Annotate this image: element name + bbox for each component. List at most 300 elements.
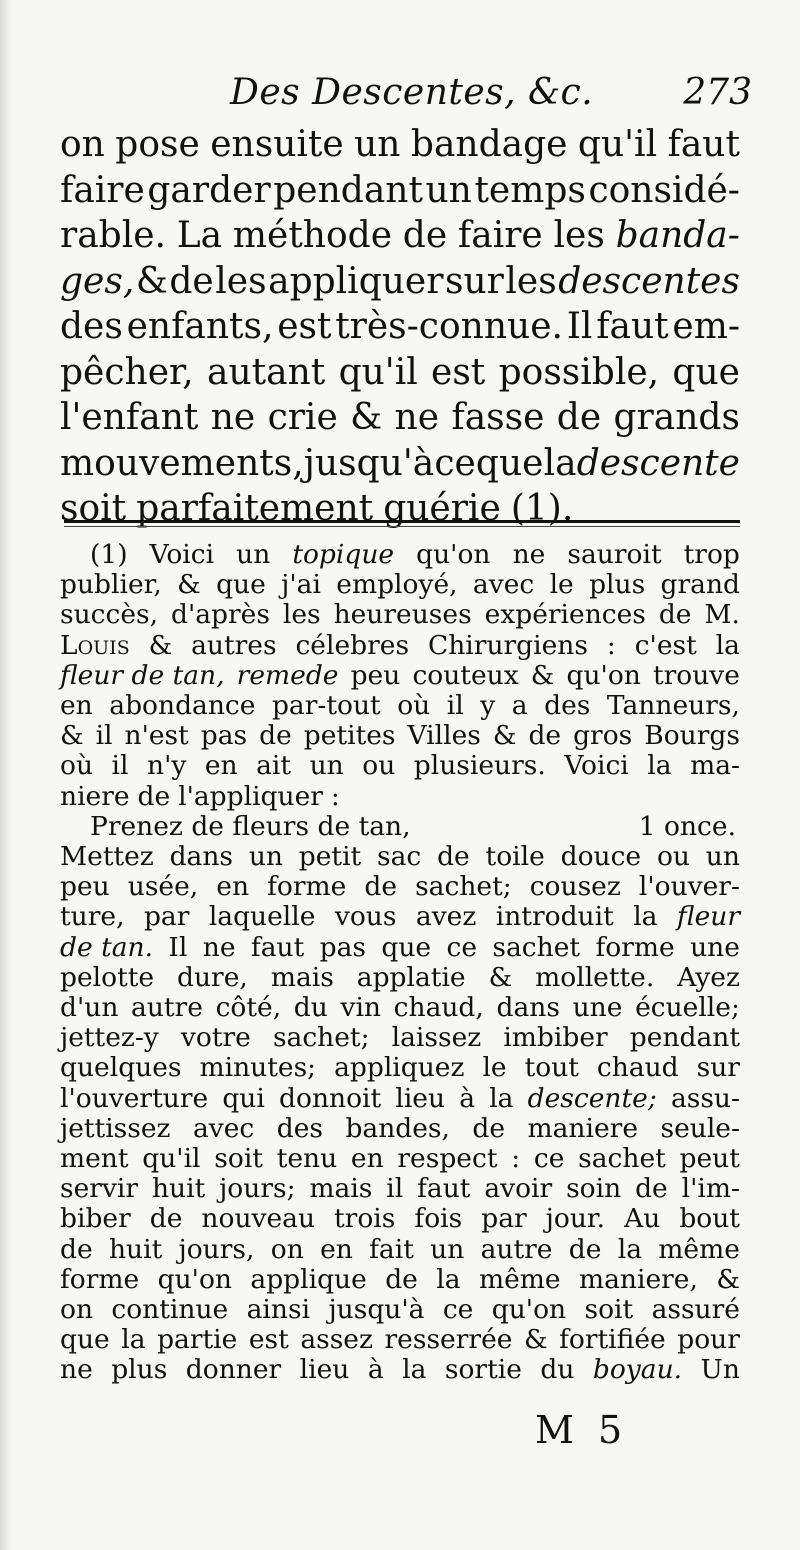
word: succès, [60,599,159,631]
word: en [216,871,250,903]
word: de [149,1203,183,1235]
word: écuelle; [635,992,740,1024]
word: la [617,1233,642,1265]
word: crie [267,397,338,438]
word: & [148,629,173,661]
word: ce [434,442,476,484]
word: bandes, [345,1112,450,1144]
footnote-line [60,1144,740,1174]
word: il [111,750,129,782]
word: faut [667,124,740,165]
word: lieu [299,1354,350,1386]
word: d'après [170,599,270,631]
word: avez [415,901,477,933]
word: applique [250,1263,367,1295]
word: de [568,1233,602,1265]
word: temps [474,169,586,211]
word: fait [369,1233,414,1265]
word: forme [595,931,675,963]
word: ne [202,931,236,963]
running-title: Des Descentes, &c. [230,72,594,113]
page-header [230,72,752,122]
word: on [60,1294,94,1326]
word: que [60,1324,110,1356]
word: y [480,690,496,722]
word: plus [589,569,646,601]
footnote-line [60,842,740,872]
word: introduit [495,901,614,933]
word: d'un [60,992,119,1024]
signature-mark: M 5 [535,1408,629,1452]
word: ne [210,397,256,438]
word: j'ai [281,569,321,601]
word: ce [533,1143,565,1175]
word: tout [524,1052,579,1084]
footnote-line [60,600,740,630]
word: où [60,750,94,782]
word: une [572,992,623,1024]
word: ce [442,1294,474,1326]
word: soit [584,1294,634,1326]
word: dans [496,992,560,1024]
word: garder [147,169,271,211]
footnote-line [60,993,740,1023]
word: très-connue. [335,306,563,347]
word: est [248,1324,289,1356]
word: a [511,690,528,722]
word: assuré [651,1294,740,1326]
word: mollette. [535,961,655,993]
footnote [60,540,740,1386]
word: biber [60,1203,131,1235]
word: de tan. [60,931,154,963]
word: il [386,1173,404,1205]
word: un [309,750,344,782]
word: nouveau [201,1203,316,1235]
footnote-line [60,540,740,570]
word: trois [334,1203,396,1235]
word: Il [566,306,593,347]
word: assu- [670,1082,740,1114]
word: qu'on [566,659,641,691]
word: sachet; [272,1022,370,1054]
word: peut [679,1143,740,1175]
word: couteux [412,659,519,691]
footnote-line [60,1174,740,1204]
word: chaud [596,1052,679,1084]
word: en [60,690,93,722]
word: qu'il [577,124,658,165]
word: appliquez [334,1052,465,1084]
page-gutter-shadow [0,0,12,1550]
word: de [364,871,398,903]
word: grands [613,397,740,438]
word: & [716,1263,740,1295]
word: soit [214,1143,263,1175]
word: forme [60,1263,140,1295]
word: possible, [498,351,660,393]
word: & [488,961,513,993]
word: (1). [510,488,574,529]
word: sachet [492,931,581,963]
word: par-tout [271,690,381,722]
word: cousez [529,871,621,903]
footnote-line [60,963,740,993]
word: même [658,1233,740,1265]
word: l'appliquer [178,780,323,812]
word: l'im- [681,1173,740,1205]
word: des [60,306,123,347]
word: & [492,720,517,752]
footnote-line [60,1235,740,1265]
word: employé, [336,569,458,601]
word: Bourgs [644,720,740,752]
footnote-line [60,1023,740,1053]
word: sachet; [415,871,512,903]
word: respect [397,1143,498,1175]
word: partie [157,1324,238,1356]
word: l'enfant [60,397,199,438]
word: la [436,1263,461,1295]
word: sortie [444,1354,522,1386]
word: descentes [558,260,740,302]
footnote-line [60,872,740,902]
word: trop [683,539,740,570]
footnote-line [60,1084,740,1114]
word: fleur de tan, [60,659,225,691]
word: Villes [407,720,481,752]
footnote-rule [64,520,740,527]
word: un [430,1233,465,1265]
word: continue [111,1294,229,1326]
word: sac [377,841,422,873]
word: l'ouverture [60,1082,209,1114]
word: jours, [178,1233,255,1265]
word: peu [350,659,401,691]
word: Chirurgiens [427,629,588,661]
word: pendant [273,169,423,211]
word: & [60,720,84,752]
word: de [437,841,470,873]
word: Il [168,931,188,963]
word: mais [270,961,334,993]
word: ce [446,931,478,963]
word: pose [115,124,200,165]
word: du [293,992,328,1024]
word: en [320,1233,353,1265]
word: ou [362,750,396,782]
footnote-line [60,751,740,781]
word: la [489,1082,514,1114]
word: une [690,931,740,963]
body-text-line [60,122,740,168]
word: plus [111,1354,168,1386]
word: n'est [124,720,189,752]
footnote-line [60,691,740,721]
word: (1) [90,539,128,570]
word: un [354,124,401,165]
word: Au [624,1203,661,1235]
word: descente; [527,1082,657,1114]
word: remede [236,659,339,691]
word: ainsi [246,1294,311,1326]
word: de [402,215,448,256]
word: fleur [676,901,740,933]
recipe-line [60,812,740,842]
word: imbiber [503,1022,608,1054]
word: faire [60,169,145,211]
word: pas [319,931,366,963]
recipe-label: Prenez de fleurs de tan, [90,810,411,842]
footnote-line [60,721,740,751]
word: dans [169,841,234,873]
word: du [540,1354,575,1386]
word: : [330,780,340,812]
word: parfaitement [136,488,374,529]
word: quelques [60,1052,182,1084]
word: Un [700,1354,740,1386]
word: minutes; [199,1052,317,1084]
word: topique [292,539,395,570]
footnote-line [60,933,740,963]
word: qu'il [338,351,418,393]
body-text-line [60,168,740,214]
word: Mettez [60,841,154,873]
word: publier, [60,569,162,601]
word: pas [200,720,248,752]
word: bandage [410,124,568,165]
word: maniere [527,1112,639,1144]
word: autant [207,351,326,393]
word: que [381,931,432,963]
word: & [530,659,555,691]
word: la [121,1324,146,1356]
word: en [204,750,238,782]
word: ne [60,1354,93,1386]
word: Voici [564,750,629,782]
word: il [446,690,464,722]
word: considé- [588,169,740,211]
word: donnoit [279,1082,382,1114]
word: ment [60,1143,129,1175]
word: laquelle [208,901,316,933]
footnote-line [60,570,740,600]
word: applatie [356,961,466,993]
word: la [633,901,658,933]
body-text-line [60,350,740,396]
word: & [177,569,201,601]
word: faut [596,306,669,347]
word: pêcher, [60,351,194,393]
word: où [397,690,431,722]
word: soin [566,1173,622,1205]
word: niere [60,780,130,812]
word: toile [485,841,545,873]
word: enfants, [126,306,274,347]
footnote-line [60,1295,740,1325]
word: jusqu'à [303,442,435,484]
word: dure, [177,961,248,993]
word: qu'on [491,1294,567,1326]
word: votre [180,1022,251,1054]
word: par [143,901,190,933]
body-text-line [60,259,740,305]
word: vous [334,901,397,933]
word: à [459,1082,476,1114]
page-number: 273 [683,72,752,113]
footnote-line [60,902,740,932]
word: huit [108,1233,163,1265]
body-text-line [60,441,740,487]
word: fasse [451,397,545,438]
footnote-line [60,1053,740,1083]
word: trouve [652,659,740,691]
word: l'ouver- [638,871,740,903]
footnote-line [60,1355,740,1385]
word: des [544,690,591,722]
word: de [556,397,602,438]
footnote-line [60,1325,740,1355]
word: jour. [545,1203,606,1235]
word: avec [192,1112,255,1144]
word: mais [309,1173,373,1205]
word: guérie [383,488,501,529]
word: des [276,1112,323,1144]
word: est [277,306,332,347]
word: douce [560,841,642,873]
word: jettissez [60,1112,171,1144]
word: : [606,629,616,661]
word: seule- [660,1112,740,1144]
word: n'y [147,750,187,782]
word: autres [191,629,277,661]
word: en [350,1143,384,1175]
word: forme [267,871,347,903]
word: donner [185,1354,282,1386]
body-text-line [60,213,740,259]
word: boyau. [592,1354,683,1386]
word: de [635,1173,668,1205]
word: gros [573,720,633,752]
word: que [475,442,544,484]
word: le [549,569,574,601]
word: maniere, [578,1263,698,1295]
word: rable. [60,215,166,256]
word: servir [60,1173,139,1205]
word: la [715,629,740,661]
word: plusieurs. [413,750,546,782]
word: qu'on [416,539,491,570]
word: ma- [690,750,740,782]
footnote-line [60,1204,740,1234]
word: M. [704,599,740,631]
word: Louis [60,629,130,661]
word: sur [696,1052,740,1084]
word: lieu [395,1082,446,1114]
word: un [248,841,283,873]
word: & [350,397,383,438]
word: La [176,215,223,256]
word: qu'on [157,1263,232,1295]
word: les [505,260,557,302]
word: que [216,569,266,601]
word: ou [656,841,690,873]
word: côté, [215,992,282,1024]
word: bout [679,1203,740,1235]
word: jours; [219,1173,296,1205]
word: huit [151,1173,206,1205]
body-text-line [60,395,740,441]
word: pelotte [60,961,155,993]
word: descente [576,442,740,484]
word: avoir [484,1173,553,1205]
word: il [95,720,113,752]
word: soit [60,488,127,529]
footnote-line [60,661,740,691]
footnote-line [60,782,740,812]
word: avec [472,569,535,601]
word: sur [444,260,504,302]
word: on [270,1233,304,1265]
word: ne [512,539,546,570]
word: resserrée [384,1324,513,1356]
word: ait [256,750,292,782]
word: à [367,1354,384,1386]
word: ture, [60,901,125,933]
word: Ayez [677,961,740,993]
word: de [259,720,292,752]
word: les [282,599,321,631]
word: laissez [391,1022,482,1054]
word: qu'il [142,1143,201,1175]
word: usée, [127,871,199,903]
word: la [543,442,577,484]
word: on [60,124,105,165]
word: célebres [295,629,410,661]
word: jusqu'à [328,1294,425,1326]
word: de [658,599,692,631]
word: de [169,260,214,302]
word: chaud, [393,992,484,1024]
word: & [523,1324,548,1356]
word: par [481,1203,527,1235]
word: faut [417,1173,471,1205]
word: expériences [484,599,646,631]
word: banda- [615,215,740,256]
footnote-line [60,631,740,661]
word: heureuses [333,599,472,631]
word: qui [222,1082,265,1114]
word: Voici [149,539,215,570]
word: que [672,351,740,393]
word: même [478,1263,561,1295]
word: sachet [578,1143,666,1175]
word: ges, [60,260,135,302]
word: un [236,539,271,570]
word: peu [60,871,110,903]
word: le [482,1052,507,1084]
word: ne [394,397,440,438]
recipe-quantity: 1 once. [638,810,736,842]
word: & [135,260,168,302]
word: petit [298,841,362,873]
word: abondance [109,690,256,722]
word: de [385,1263,418,1295]
word: petites [303,720,396,752]
word: les [553,215,605,256]
word: assez [300,1324,373,1356]
word: de [472,1112,506,1144]
